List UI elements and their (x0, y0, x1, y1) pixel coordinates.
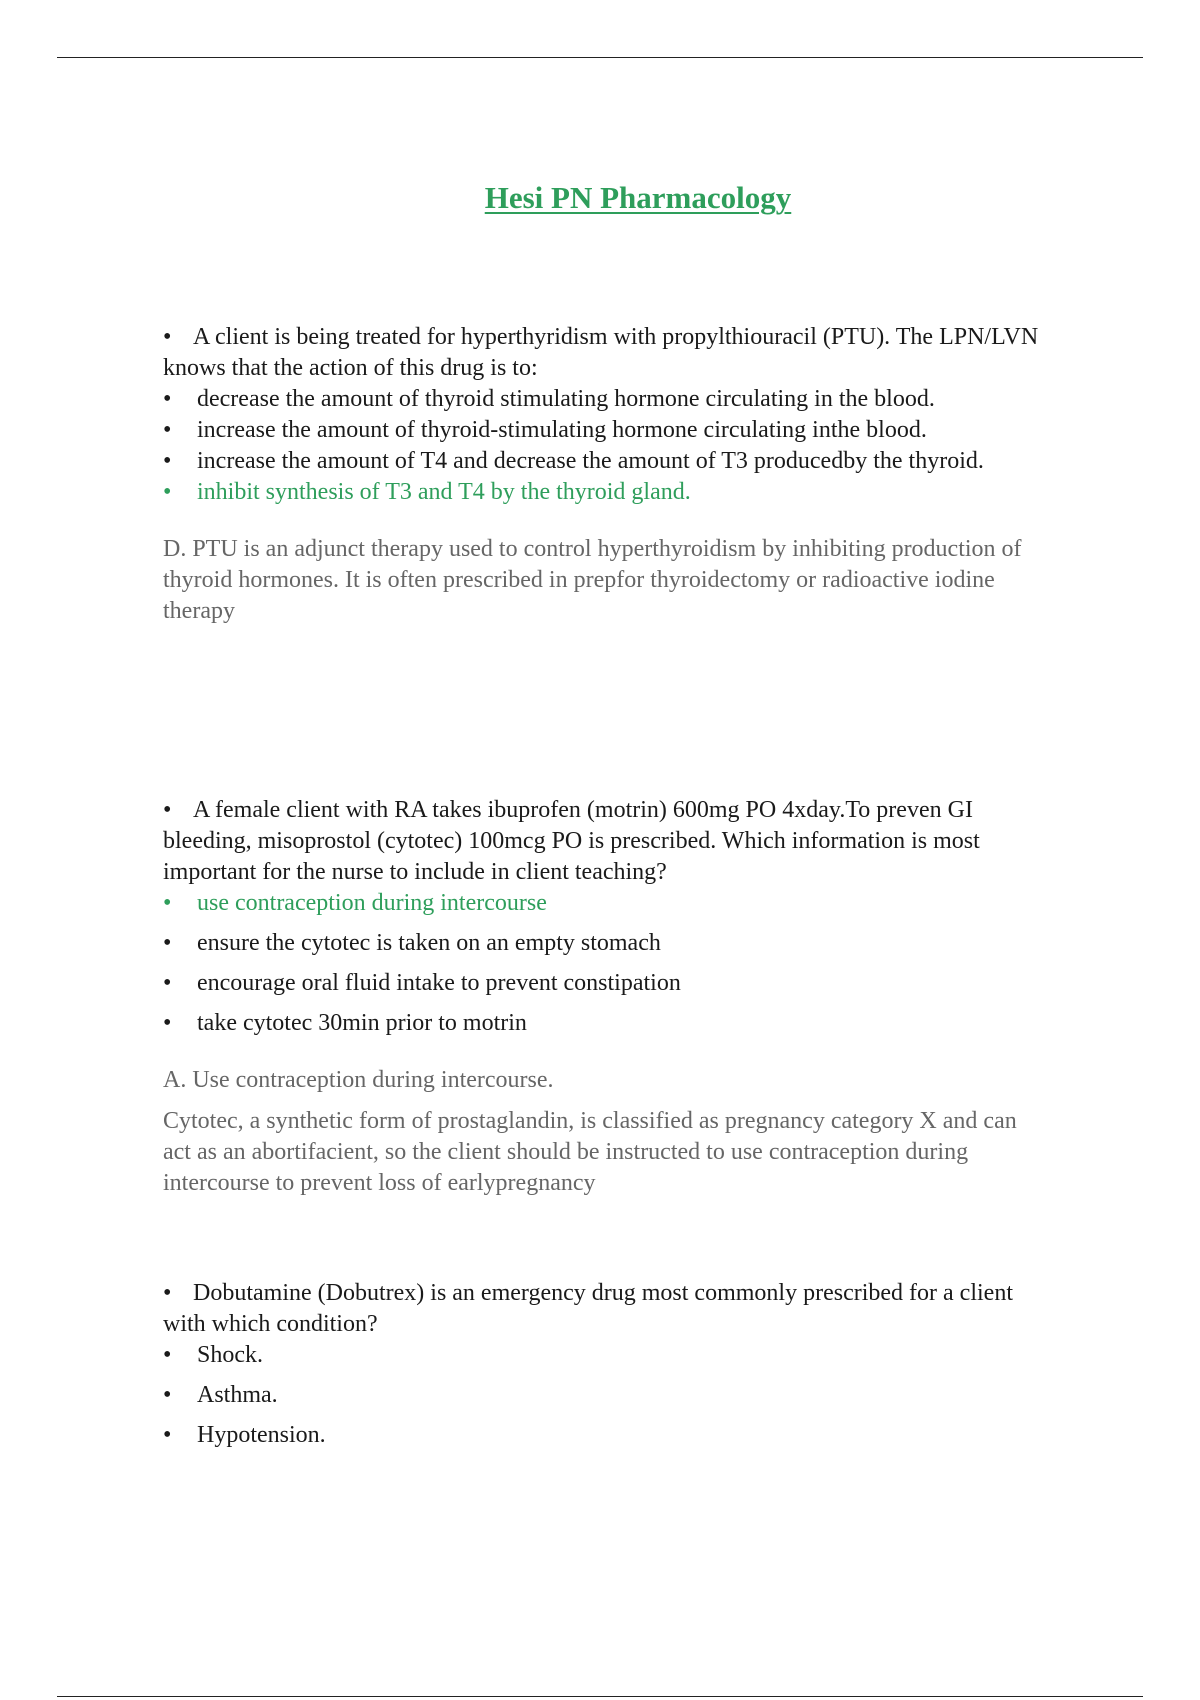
answer-option: • increase the amount of T4 and decrease the amount of T3 producedby the thyroid. (163, 446, 1043, 477)
question-1 (163, 322, 1043, 627)
bullet-icon: • (163, 324, 172, 350)
top-rule (57, 57, 1143, 58)
bullet-icon: • (163, 930, 172, 956)
answer-option: • take cytotec 30min prior to motrin (163, 1008, 1043, 1039)
answer-option: • Hypotension. (163, 1420, 1043, 1451)
bullet-icon: • (163, 797, 172, 823)
question-stem: • A client is being treated for hyperthyridism with propylthiouracil (PTU). The LPN/LVN knows that the action of this drug is to: (163, 324, 1039, 381)
bullet-icon: • (163, 890, 172, 916)
question-stem: • Dobutamine (Dobutrex) is an emergency drug most commonly prescribed for a client with which condition? (163, 1280, 1013, 1337)
bullet-icon: • (163, 1280, 172, 1306)
correct-answer-option: • inhibit synthesis of T3 and T4 by the thyroid gland. (163, 477, 1043, 508)
bullet-icon: • (163, 1342, 172, 1368)
answer-key: A. Use contraception during intercourse. (163, 1067, 554, 1093)
bullet-icon: • (163, 1422, 172, 1448)
bullet-icon: • (163, 479, 172, 505)
correct-answer-option: • use contraception during intercourse (163, 888, 1043, 919)
answer-option: • Asthma. (163, 1380, 1043, 1411)
bullet-icon: • (163, 417, 172, 443)
answer-option: • Shock. (163, 1340, 1043, 1371)
bullet-icon: • (163, 1382, 172, 1408)
question-stem: • A female client with RA takes ibuprofen (motrin) 600mg PO 4xday.To preven GI bleeding, misoprostol (cytotec) 100mcg PO is prescribed. Which information is most important for the nurse to include in client teaching? (163, 797, 980, 885)
question-3 (163, 1278, 1043, 1451)
bullet-icon: • (163, 1010, 172, 1036)
bullet-icon: • (163, 386, 172, 412)
bullet-icon: • (163, 970, 172, 996)
document-title: Hesi PN Pharmacology (484, 180, 792, 215)
bullet-icon: • (163, 448, 172, 474)
answer-option: • encourage oral fluid intake to prevent constipation (163, 968, 1043, 999)
rationale-text: Cytotec, a synthetic form of prostaglandin, is classified as pregnancy category X and can act as an abortifacient, so the client should be instructed to use contraception during intercourse to prevent loss of earlypregnancy (163, 1108, 1017, 1196)
answer-option: • increase the amount of thyroid-stimulating hormone circulating inthe blood. (163, 415, 1043, 446)
answer-option: • decrease the amount of thyroid stimulating hormone circulating in the blood. (163, 384, 1043, 415)
rationale-text: D. PTU is an adjunct therapy used to control hyperthyroidism by inhibiting production of thyroid hormones. It is often prescribed in prepfor thyroidectomy or radioactive iodine therapy (163, 536, 1022, 624)
answer-option: • ensure the cytotec is taken on an empty stomach (163, 928, 1043, 959)
question-2 (163, 795, 1043, 1199)
bottom-rule (57, 1696, 1143, 1697)
